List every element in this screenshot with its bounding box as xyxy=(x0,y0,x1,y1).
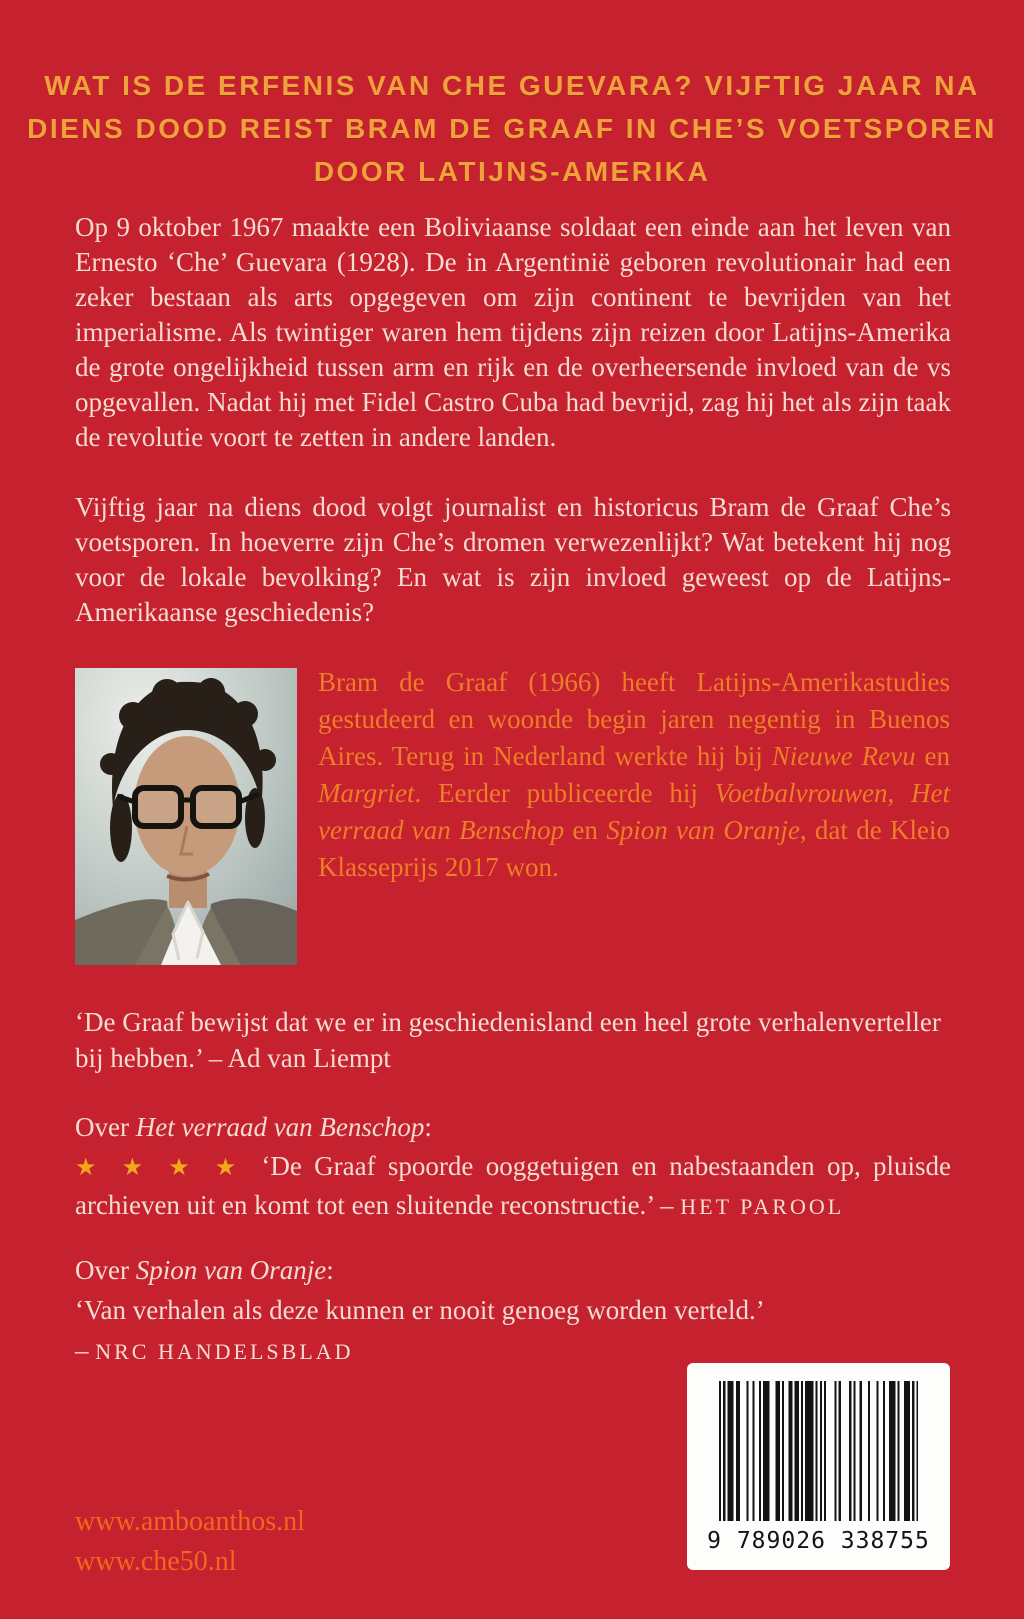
author-bio: Bram de Graaf (1966) heeft Latijns-Amerikastudies gestudeerd en woonde begin jaren negentig in Buenos Aires. Terug in Nederland werkte hij bij Nieuwe Revu en Margriet. Eerder publiceerde hij Voetbalvrouwen, Het verraad van Benschop en Spion van Oranje, dat de Kleio Klasseprijs 2017 won. xyxy=(318,667,950,882)
endorsement-quote: ‘De Graaf bewijst dat we er in geschiedenisland een heel grote verhalenverteller bij hebben.’ – Ad van Liempt xyxy=(75,1007,941,1073)
review-quote-oranje: ‘Van verhalen als deze kunnen er nooit genoeg worden verteld.’ xyxy=(75,1295,765,1325)
barcode-number: 9 789026 338755 xyxy=(707,1528,930,1554)
website-amboanthos: www.amboanthos.nl xyxy=(75,1506,305,1537)
headline-line-2: DIENS DOOD REIST BRAM DE GRAAF IN CHE’S VOETSPOREN xyxy=(27,113,997,144)
review-heading-benschop: Over Het verraad van Benschop: xyxy=(75,1112,432,1142)
review-quote-benschop: ★ ★ ★ ★ ‘De Graaf spoorde ooggetuigen en nabestaanden op, pluisde archieven uit en komt tot een sluitende reconstructie.’ – HET PAROOL xyxy=(75,1151,951,1220)
barcode xyxy=(687,1363,950,1570)
review-source-oranje: – NRC HANDELSBLAD xyxy=(75,1335,354,1365)
headline-line-1: WAT IS DE ERFENIS VAN CHE GUEVARA? VIJFTIG JAAR NA xyxy=(44,70,980,101)
author-photo xyxy=(75,668,297,965)
questions-paragraph: Vijftig jaar na diens dood volgt journalist en historicus Bram de Graaf Che’s voetsporen. In hoeverre zijn Che’s dromen verwezenlijkt? Wat betekent hij nog voor de lokale bevolking? En wat is zijn invloed geweest op de Latijns-Amerikaanse geschiedenis? xyxy=(75,492,951,627)
review-heading-oranje: Over Spion van Oranje: xyxy=(75,1255,334,1285)
website-che50: www.che50.nl xyxy=(75,1546,237,1577)
headline xyxy=(0,64,1024,193)
intro-paragraph: Op 9 oktober 1967 maakte een Boliviaanse soldaat een einde aan het leven van Ernesto ‘Che’ Guevara (1928). De in Argentinië geboren revolutionair had een zeker bestaan als arts opgegeven om zijn continent te bevrijden van het imperialisme. Als twintiger waren hem tijdens zijn reizen door Latijns-Amerika de grote ongelijkheid tussen arm en rijk en de overheersende invloed van de vs opgevallen. Nadat hij met Fidel Castro Cuba had bevrijd, zag hij het als zijn taak de revolutie voort te zetten in andere landen. xyxy=(75,212,951,452)
publisher-websites xyxy=(75,1502,305,1582)
barcode-bars xyxy=(719,1381,919,1526)
author-portrait-illustration xyxy=(75,668,297,965)
headline-line-3: DOOR LATIJNS-AMERIKA xyxy=(313,156,711,187)
